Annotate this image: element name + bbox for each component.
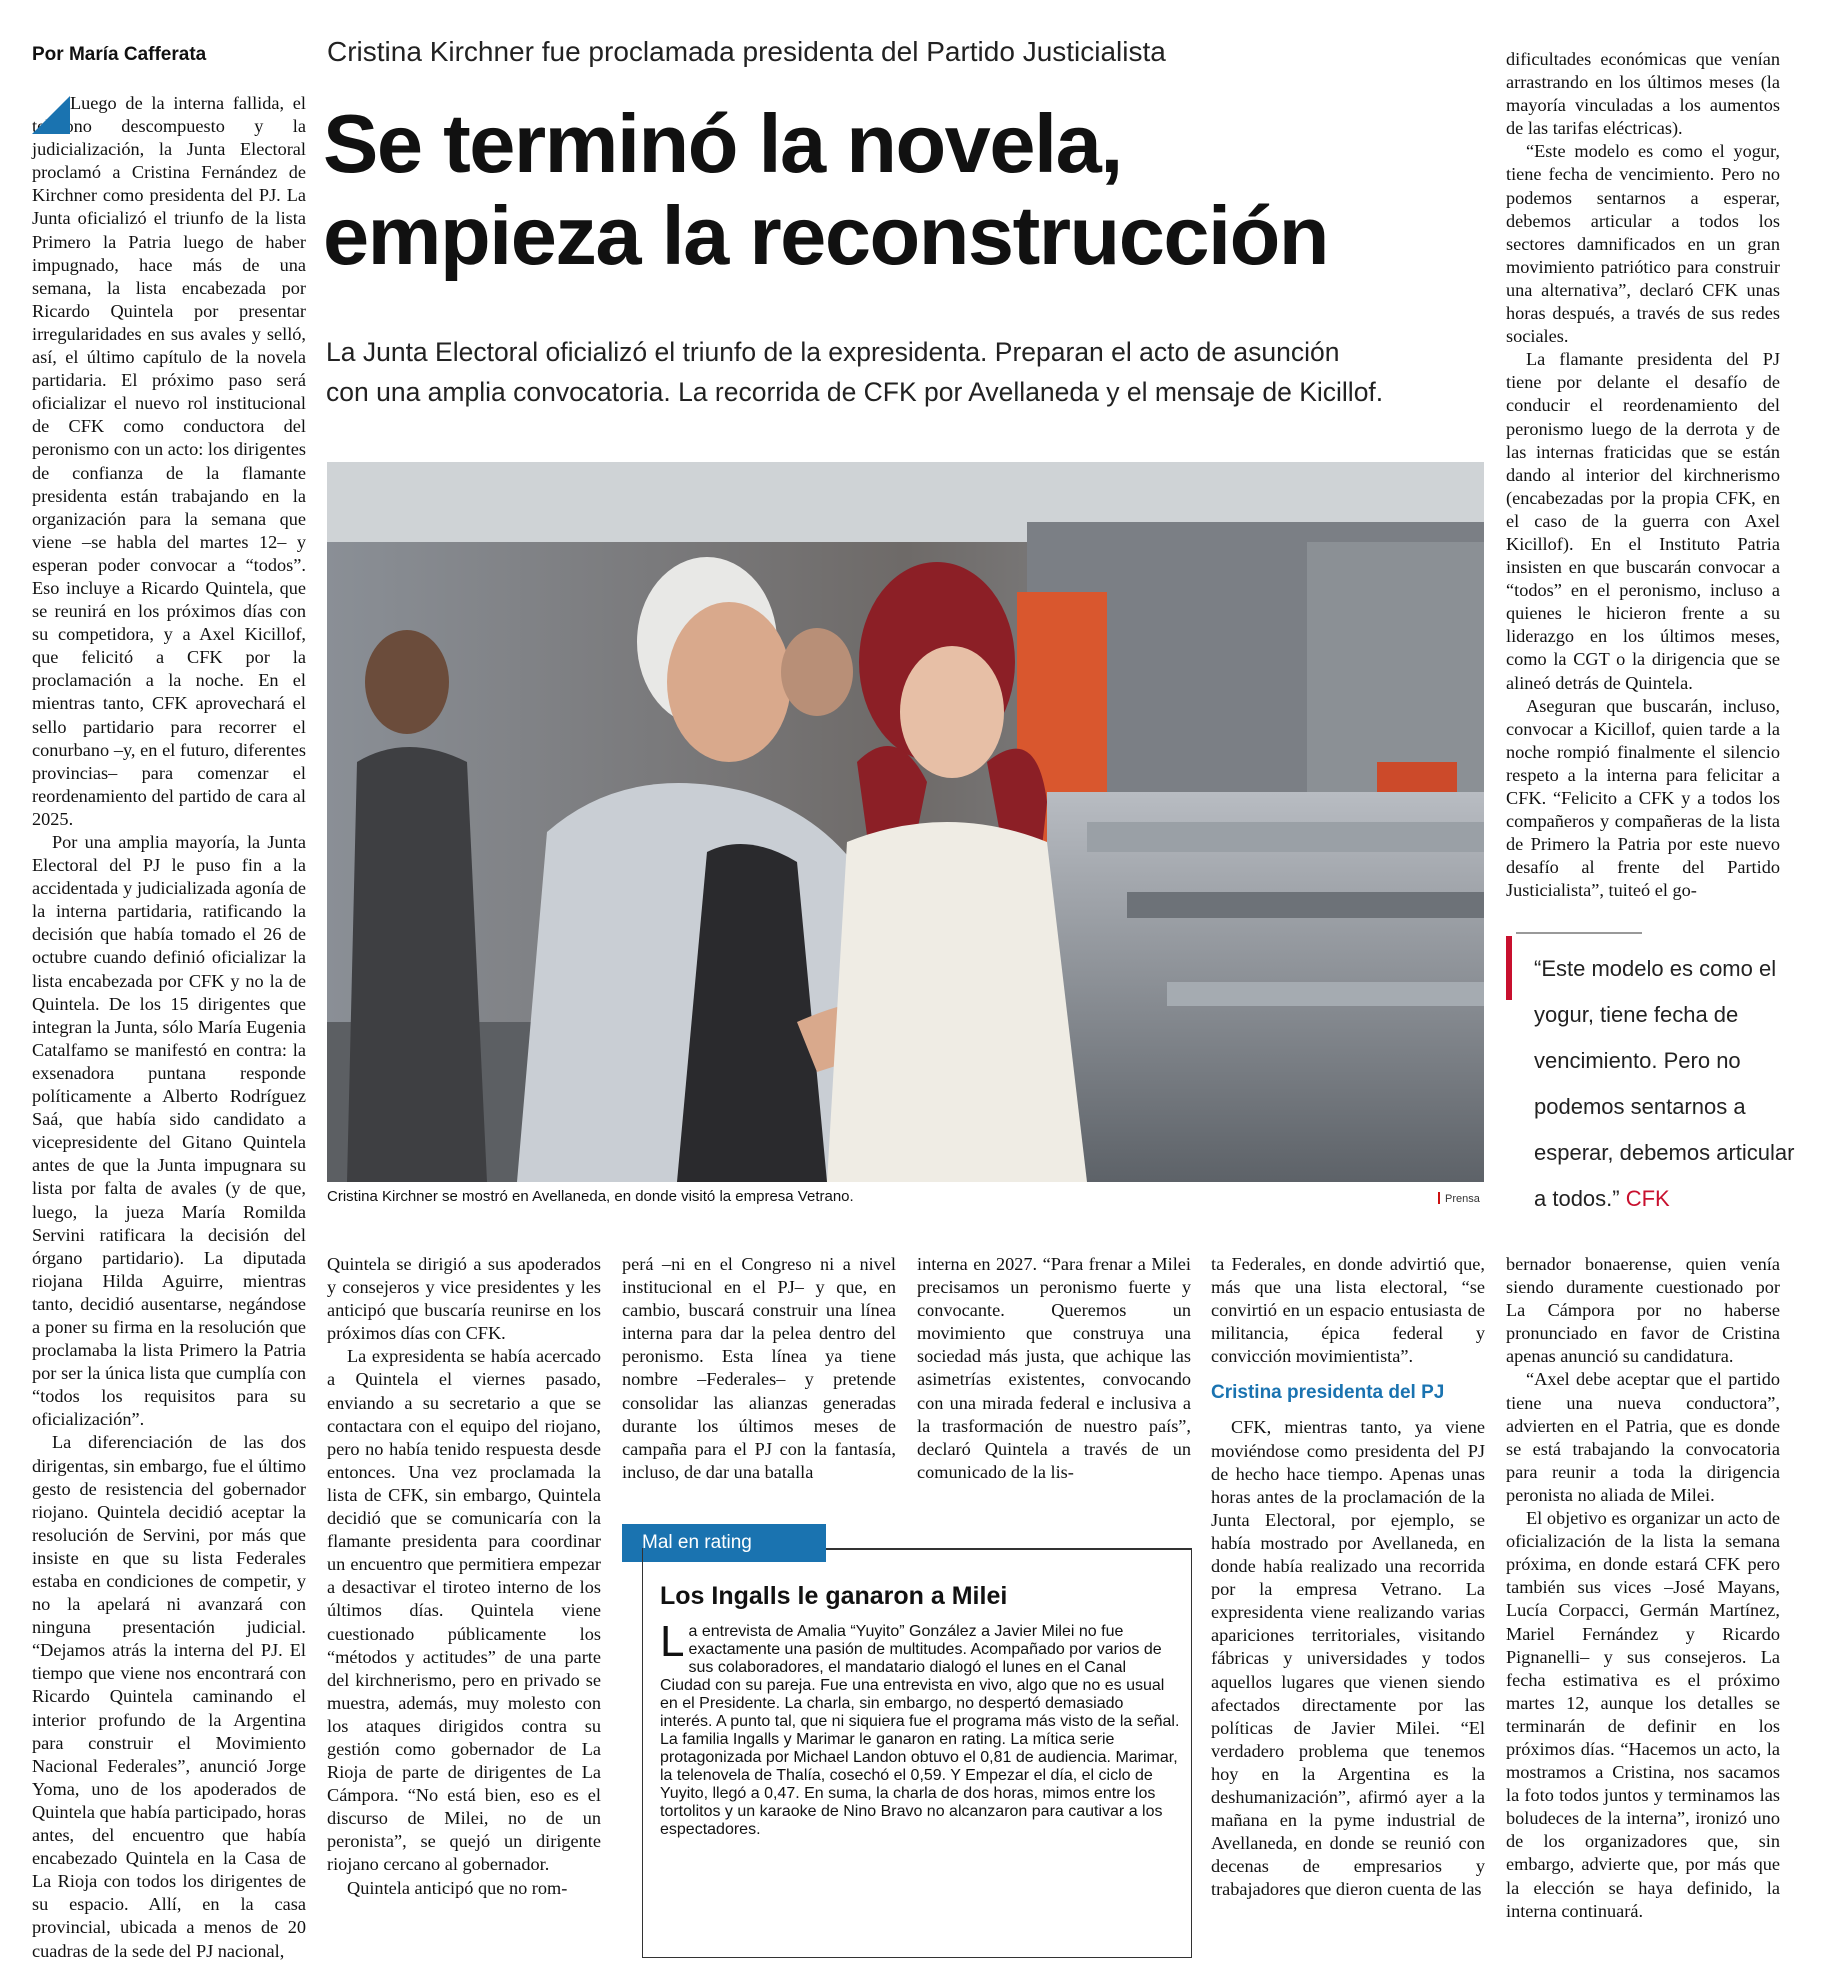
pullquote xyxy=(1506,946,1796,1222)
column-6-top xyxy=(1506,48,1780,902)
col2-para-2: La expresidenta se había acercado a Quintela el viernes pasado, enviando a su secretario a que se contactara con el equipo del riojano, pero no había tenido respuesta desde entonces. Una vez proclamada la lista de CFK, sin embargo, Quintela decidió que se comunicaría con la flamante presidenta para coordinar un encuentro que permitiera empezar a desactivar el tiroteo interno de los últimos días. Quintela viene cuestionado públicamente los “métodos y actitudes” de una parte del kirchnerismo, pero en privado se muestra, además, muy molesto con los ataques dirigidos contra su gestión como gobernador de La Rioja de parte de dirigentes de La Cámpora. “No está bien, eso es el discurso de Milei, no de un peronista”, se quejó un dirigente riojano cercano al gobernador. xyxy=(327,1346,601,1875)
col5-subhead: Cristina presidenta del PJ xyxy=(1211,1382,1445,1404)
photo-credit: Prensa xyxy=(1438,1192,1498,1205)
col6b-para-2: “Axel debe aceptar que el partido tiene una nueva conductora”, advierten en el Patria, que es donde se está trabajando la convocatoria para reunir a toda la dirigencia peronista no aliada de Milei. xyxy=(1506,1369,1780,1505)
dek xyxy=(326,332,1506,412)
sidebar-body: a entrevista de Amalia “Yuyito” González a Javier Milei no fue exactamente una pasión de multitudes. Acompañado por varios de sus colaboradores, el mandatario dialogó el lunes en el Canal Ciudad con su pareja. Fue una entrevista en vivo, algo que no es usual en el Presidente. La charla, sin embargo, no despertó demasiado interés. A punto tal, que ni siquiera fue el programa más visto de la señal. La familia Ingalls y Marimar le ganaron en rating. La mítica serie protagonizada por Michael Landon obtuvo el 0,81 de audiencia. Marimar, la telenovela de Thalía, cosechó el 0,59. Y Empezar el día, el ciclo de Yuyito, llegó a 0,47. En suma, la charla de dos horas, mimos entre los tortolitos y un karaoke de Nino Bravo no alcanzaron para cautivar a los espectadores. xyxy=(660,1623,1180,1838)
section-marker-icon xyxy=(32,96,70,134)
byline: Por María Cafferata xyxy=(32,44,207,65)
sidebar-dropcap: L xyxy=(660,1617,685,1666)
headline xyxy=(323,98,1523,282)
col6b-para-1: bernador bonaerense, quien venía siendo duramente cuestionado por La Cámpora por no haberse pronunciado en favor de Cristina apenas anunció su candidatura. xyxy=(1506,1254,1780,1367)
headline-line-1: Se terminó la novela, xyxy=(323,97,1122,190)
col4-para-1: interna en 2027. “Para frenar a Milei precisamos un peronismo fuerte y convocante. Queremos un movimiento que construya una sociedad más justa, que achique las asimetrías existentes, convocando con una mirada federal e inclusiva a la trasformación de nuestro país”, declaró Quintela a través de un comunicado de la lis- xyxy=(917,1254,1191,1482)
pullquote-rule xyxy=(1516,932,1642,934)
col5-para-1: ta Federales, en donde advirtió que, más que una lista electoral, “se convirtió en un espacio entusiasta de militancia, épica federal y convicción movimientista”. xyxy=(1211,1254,1485,1367)
col2-para-3: Quintela anticipó que no rom- xyxy=(347,1877,568,1898)
photo-illustration xyxy=(327,462,1484,1182)
col3-para-1: perá –ni en el Congreso ni a nivel institucional en el PJ– y que, en cambio, buscará construir una línea interna para dar la pelea dentro del peronismo. Esta línea ya tiene nombre –Federales– y pretende consolidar las alianzas generadas durante los últimos meses de campaña para el PJ con la fantasía, incluso, de dar una batalla xyxy=(622,1254,896,1482)
col1-para-3: La diferenciación de las dos dirigentas, sin embargo, fue el último gesto de resistencia del gobernador riojano. Quintela decidió aceptar la resolución de Servini, por más que insiste en que su lista Federales estaba en condiciones de competir, y no la apelará ni avanzará con ninguna presentación judicial. “Dejamos atrás la interna del PJ. El tiempo que viene nos encontrará con Ricardo Quintela caminando el interior profundo de la Argentina para construir el Movimiento Nacional Federales”, anunció Jorge Yoma, uno de los apoderados de Quintela que había participado, horas antes, del encuentro que había encabezado Quintela en la Casa de La Rioja con todos los dirigentes de su espacio. Allí, en la casa provincial, ubicada a menos de 20 cuadras de la sede del PJ nacional, xyxy=(32,1432,306,1961)
headline-line-2: empieza la reconstrucción xyxy=(323,189,1328,282)
kicker: Cristina Kirchner fue proclamada presidenta del Partido Justicialista xyxy=(327,36,1166,67)
dek-line-2: con una amplia convocatoria. La recorrida de CFK por Avellaneda y el mensaje de Kicillof. xyxy=(326,377,1384,407)
column-3 xyxy=(622,1253,896,1484)
column-6-bottom xyxy=(1506,1253,1780,1923)
photo-caption: Cristina Kirchner se mostró en Avellaneda, en donde visitó la empresa Vetrano. xyxy=(327,1188,854,1205)
sidebar-box xyxy=(622,1524,1192,1958)
sidebar-headline: Los Ingalls le ganaron a Milei xyxy=(660,1582,1008,1610)
col6-para-4: Aseguran que buscarán, incluso, convocar a Kicillof, quien tarde a la noche rompió finalmente el silencio respeto a la interna para felicitar a CFK. “Felicito a CFK y a todos los compañeros y compañeras de la lista de Primero la Patria por este nuevo desafío al frente del Partido Justicialista”, tuiteó el go- xyxy=(1506,695,1780,901)
col6-para-1: dificultades económicas que venían arrastrando en los últimos meses (la mayoría vinculadas a los aumentos de las tarifas eléctricas). xyxy=(1506,49,1780,139)
col6-para-3: La flamante presidenta del PJ tiene por delante el desafío de conducir el reordenamiento del peronismo luego de la derrota y de las internas fraticidas que se están dando al interior del kirchnerismo (encabezadas por la propia CFK, en el caso de la guerra con Axel Kicillof). En el Instituto Patria insisten en que buscarán convocar a “todos” en el peronismo, incluso a quienes le hicieron frente a su liderazgo en los últimos meses, como la CGT o la dirigencia que se alineó detrás de Quintela. xyxy=(1506,349,1780,693)
col2-para-1: Quintela se dirigió a sus apoderados y consejeros y vice presidentes y les anticipó que buscaría reunirse en los próximos días con CFK. xyxy=(327,1254,601,1344)
col6b-para-3: El objetivo es organizar un acto de oficialización de la lista la semana próxima, en donde estará CFK pero también sus vices –José Mayans, Lucía Corpacci, Germán Martínez, Mariel Fernández y Ricardo Pignanelli– y sus consejeros. La fecha estimativa es el próximo martes 12, aunque los detalles se terminarán de definir en los próximos días. “Hacemos un acto, la mostramos a Cristina, nos sacamos la foto todos juntos y terminamos las boludeces de la interna”, ironizó uno de los organizadores que, sin embargo, advierte que, por más que la elección se haya definido, la interna continuará. xyxy=(1506,1508,1780,1921)
pullquote-attribution: CFK xyxy=(1625,1186,1670,1211)
main-photo xyxy=(327,462,1484,1182)
column-5 xyxy=(1211,1253,1485,1901)
column-4 xyxy=(917,1253,1191,1484)
sidebar-content xyxy=(660,1582,1180,1839)
column-1 xyxy=(32,92,306,1963)
pullquote-text: “Este modelo es como el yogur, tiene fecha de vencimiento. Pero no podemos sentarnos a esperar, debemos articular a todos.” xyxy=(1534,956,1795,1211)
col1-para-2: Por una amplia mayoría, la Junta Electoral del PJ le puso fin a la accidentada y judicializada agonía de la interna partidaria, ratificando la decisión que había tomado el 26 de octubre cuando definió oficializar la lista encabezada por CFK y no la de Quintela. De los 15 dirigentes que integran la Junta, sólo María Eugenia Catalfamo se manifestó en contra: la exsenadora puntana responde políticamente a Alberto Rodríguez Saá, que había sido candidato a vicepresidente del Gitano Quintela antes de que la Junta impugnara su lista por falta de avales (y de que, luego, la jueza María Romilda Servini ratificara la decisión del órgano partidario). La diputada riojana Hilda Aguirre, mientras tanto, decidió ausentarse, negándose a poner su firma en la resolución que proclamaba la lista Primero la Patria por ser la única lista que cumplía con “todos los requisitos para su oficialización”. xyxy=(32,832,306,1430)
col6-para-2: “Este modelo es como el yogur, tiene fecha de vencimiento. Pero no podemos sentarnos a esperar, debemos articular a todos los sectores damnificados en un gran movimiento patriótico para construir una alternativa”, declaró CFK unas horas después, a través de sus redes sociales. xyxy=(1506,141,1780,347)
col5-para-2: CFK, mientras tanto, ya viene moviéndose como presidenta del PJ de hecho hace tiempo. Apenas unas horas antes de la proclamación de la Junta Electoral, por ejemplo, se había mostrado por Avellaneda, en donde había realizado una recorrida por la empresa Vetrano. La expresidenta viene realizando varias apariciones territoriales, visitando fábricas y universidades y todos aquellos lugares que vienen siendo afectados directamente por las políticas de Javier Milei. “El verdadero problema que tenemos hoy en la Argentina es la deshumanización”, afirmó ayer a la mañana en la pyme industrial de Avellaneda, en donde se reunió con decenas de empresarios y trabajadores que dieron cuenta de las xyxy=(1211,1417,1485,1900)
sidebar-tag: Mal en rating xyxy=(622,1524,826,1562)
dek-line-1: La Junta Electoral oficializó el triunfo de la expresidenta. Preparan el acto de asunción xyxy=(326,337,1340,367)
column-2 xyxy=(327,1253,601,1900)
col1-para-1: Luego de la interna fallida, el teléfono descompuesto y la judicialización, la Junta Electoral proclamó a Cristina Fernández de Kirchner como presidenta del PJ. La Junta oficializó el triunfo de la lista Primero la Patria luego de haber impugnado, hace más de una semana, la lista encabezada por Ricardo Quintela por presentar irregularidades en sus avales y selló, así, el último capítulo de la novela partidaria. El próximo paso será oficializar el nuevo rol institucional de CFK como conductora del peronismo con un acto: los dirigentes de confianza de la flamante presidenta están trabajando en la organización para la semana que viene –se habla del martes 12– y esperan poder convocar a “todos”. Eso incluye a Ricardo Quintela, que se reunirá en los próximos días con su competidora, y a Axel Kicillof, que felicitó a CFK por la proclamación a la noche. En el mientras tanto, CFK aprovechará el sello partidario para recorrer el conurbano –y, en el futuro, diferentes provincias– para comenzar el reordenamiento del partido de cara al 2025. xyxy=(32,93,306,829)
